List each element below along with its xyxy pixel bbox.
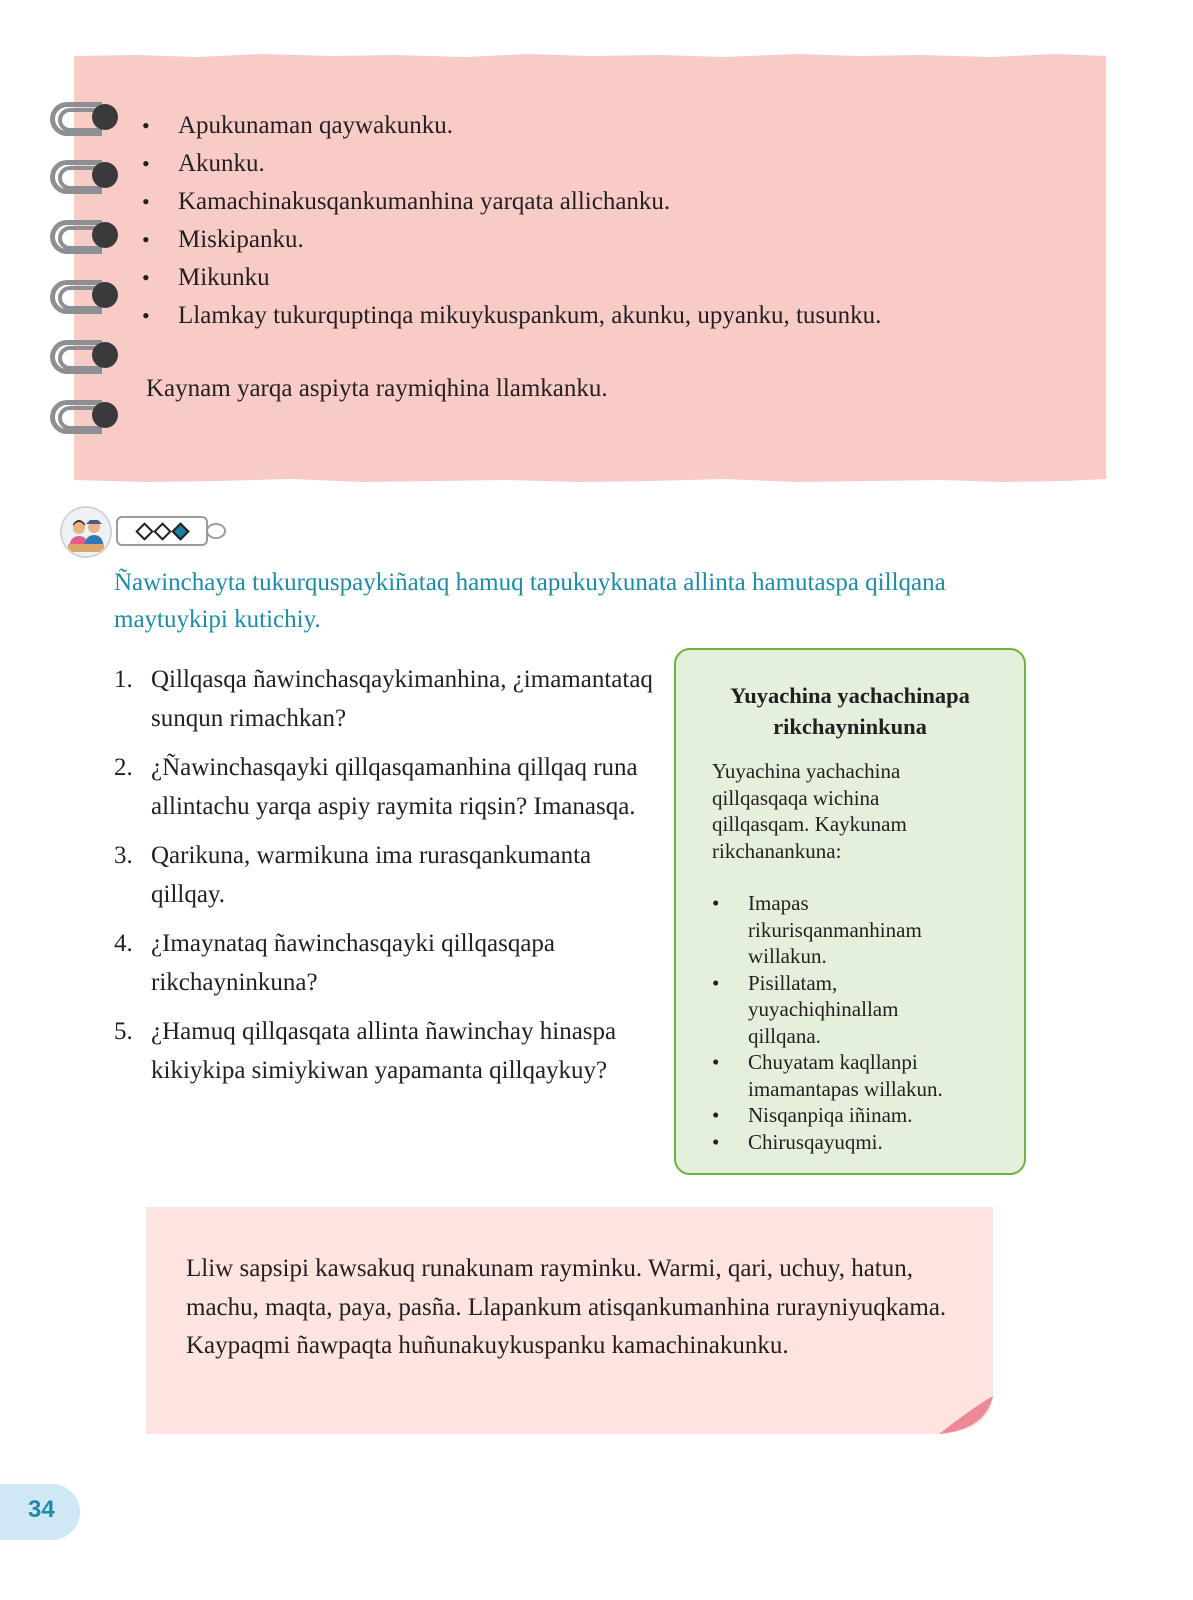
page-curl-icon xyxy=(935,1396,993,1434)
tips-box-title-text: Yuyachina yachachinapa rikchayninkuna xyxy=(730,683,970,739)
list-item: • Kamachinakusqankumanhina yarqata allichanku. xyxy=(140,183,881,221)
question-text: ¿Imaynataq ñawinchasqayki qillqasqapa rikchayninkuna? xyxy=(151,930,556,996)
question-item xyxy=(114,661,654,738)
question-text: ¿Ñawinchasqayki qillqasqamanhina qillqaq runa allintachu yarqa aspiy raymita riqsin? Imanasqa. xyxy=(151,754,638,820)
spiral-binding xyxy=(44,96,124,446)
spiral-ring-icon xyxy=(44,96,124,140)
question-text: Qillqasqa ñawinchasqaykimanhina, ¿imamantataq sunqun rimachkan? xyxy=(151,666,653,732)
diamond-filled-icon xyxy=(171,522,189,540)
diamond-outline-icon xyxy=(153,522,171,540)
question-text: ¿Hamuq qillqasqata allinta ñawinchay hinaspa kikiykipa simiykiwan yapamanta qillqaykuy? xyxy=(151,1018,617,1084)
spiral-ring-icon xyxy=(44,274,124,318)
list-item: • Llamkay tukurquptinqa mikuykuspankum, akunku, upyanku, tusunku. xyxy=(140,297,881,335)
question-item xyxy=(114,925,654,1002)
list-item: • Pisillatam, yuyachiqhinallam qillqana. xyxy=(712,970,938,1050)
question-number: 1. xyxy=(114,666,133,693)
spiral-ring-icon xyxy=(44,154,124,198)
difficulty-level-tag xyxy=(116,516,208,546)
spiral-ring-icon xyxy=(44,214,124,258)
page-number: 34 xyxy=(28,1496,55,1523)
question-number: 4. xyxy=(114,930,133,957)
question-number: 3. xyxy=(114,842,133,869)
spiral-ring-icon xyxy=(44,334,124,378)
diamond-outline-icon xyxy=(135,522,153,540)
question-number: 2. xyxy=(114,754,133,781)
activity-instruction: Ñawinchayta tukurquspaykiñataq hamuq tapukuykunata allinta hamutaspa qillqana maytuykipi kutichiy. xyxy=(114,569,946,633)
notebook-bullet-list xyxy=(140,107,881,335)
list-item: • Nisqanpiqa iñinam. xyxy=(712,1102,1012,1129)
list-item: • Akunku. xyxy=(140,145,881,183)
list-item: • Mikunku xyxy=(140,259,881,297)
spiral-ring-icon xyxy=(44,394,124,438)
tips-box-list xyxy=(712,890,1012,1155)
questions-list xyxy=(114,661,654,1101)
page-number-tab xyxy=(0,1484,80,1540)
question-item xyxy=(114,749,654,826)
list-item: • Miskipanku. xyxy=(140,221,881,259)
question-item xyxy=(114,1013,654,1090)
notebook-closing-text: Kaynam yarqa aspiyta raymiqhina llamkanku. xyxy=(146,375,608,402)
question-text: Qarikuna, warmikuna ima rurasqankumanta qillqay. xyxy=(151,842,592,908)
tips-box xyxy=(674,648,1026,1175)
list-item: • Chirusqayuqmi. xyxy=(712,1129,1012,1156)
bottom-note-text: Lliw sapsipi kawsakuq runakunam rayminku. Warmi, qari, uchuy, hatun, machu, maqta, paya, pasña. Llapankum atisqankumanhina rurayniyuqkama. Kaypaqmi ñawpaqta huñunakuykuspanku kamachinakunku. xyxy=(186,1255,947,1359)
question-number: 5. xyxy=(114,1018,133,1045)
tips-box-intro: Yuyachina yachachina qillqasqaqa wichina qillqasqam. Kaykunam rikchanankuna: xyxy=(712,759,907,863)
list-item: • Chuyatam kaqllanpi imamantapas willakun. xyxy=(712,1049,988,1102)
tag-string-icon xyxy=(206,523,226,539)
list-item: • Imapas rikurisqanmanhinam willakun. xyxy=(712,890,958,970)
tips-box-title xyxy=(676,680,1024,742)
students-avatar-icon xyxy=(60,506,112,558)
question-item xyxy=(114,837,654,914)
bottom-note xyxy=(146,1207,993,1434)
list-item: • Apukunaman qaywakunku. xyxy=(140,107,881,145)
